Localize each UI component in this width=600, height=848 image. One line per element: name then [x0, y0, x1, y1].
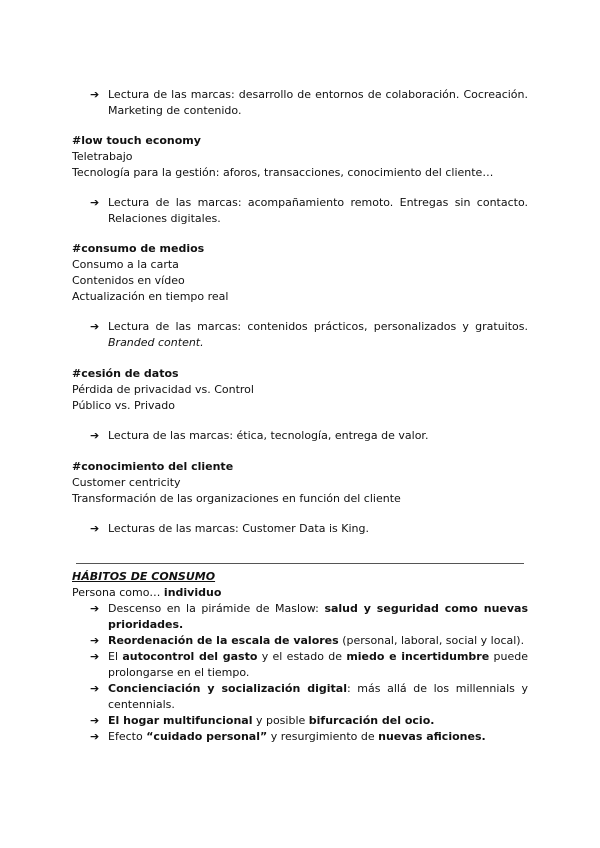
arrow-icon: ➔	[90, 196, 100, 209]
section-line: Contenidos en vídeo	[72, 274, 185, 287]
section-conocimiento-cliente	[72, 459, 528, 537]
list-item	[72, 729, 528, 745]
section-line: Customer centricity	[72, 476, 181, 489]
list-item	[72, 649, 528, 681]
item-text: y resurgimiento de	[267, 730, 379, 743]
item-bold-text: autocontrol del gasto	[122, 650, 258, 663]
bullet-text: Lectura de las marcas: ética, tecnología, entrega de valor.	[108, 429, 429, 442]
bullet-text: Lectura de las marcas: acompañamiento remoto. Entregas sin contacto. Relaciones digitales.	[108, 196, 528, 225]
item-text: El	[108, 650, 123, 663]
item-bold-text: miedo e incertidumbre	[346, 650, 490, 663]
section-title: #consumo de medios	[72, 242, 205, 255]
item-text: : más allá de los millennials y centennials.	[108, 682, 529, 711]
arrow-icon: ➔	[90, 714, 100, 727]
section-line: Pérdida de privacidad vs. Control	[72, 383, 254, 396]
section-line: Transformación de las organizaciones en función del cliente	[72, 492, 401, 505]
section-line: Público vs. Privado	[72, 399, 175, 412]
horizontal-divider	[76, 563, 524, 564]
item-bold-text: bifurcación del ocio.	[308, 714, 435, 727]
section-title: #conocimiento del cliente	[72, 460, 234, 473]
arrow-icon: ➔	[90, 730, 100, 743]
section-line: Actualización en tiempo real	[72, 290, 229, 303]
intro-bold-text: individuo	[163, 586, 222, 599]
habitos-list	[72, 601, 528, 745]
bullet-text: Lectura de las marcas: contenidos prácticos, personalizados y gratuitos.	[108, 320, 528, 333]
item-text: (personal, laboral, social y local).	[338, 634, 525, 647]
intro-bullet-block	[72, 87, 528, 119]
item-text: y posible	[252, 714, 309, 727]
bullet-text: Lectura de las marcas: desarrollo de entornos de colaboración. Cocreación. Marketing de contenido.	[108, 88, 528, 117]
item-bold-text: Reordenación de la escala de valores	[108, 634, 339, 647]
arrow-icon: ➔	[90, 429, 100, 442]
list-item	[72, 633, 528, 649]
arrow-icon: ➔	[90, 522, 100, 535]
item-text: Descenso en la pirámide de Maslow:	[108, 602, 325, 615]
section-line: Consumo a la carta	[72, 258, 179, 271]
section-line: Tecnología para la gestión: aforos, transacciones, conocimiento del cliente…	[72, 166, 494, 179]
item-bold-text: “cuidado personal”	[146, 730, 268, 743]
item-bold-text: nuevas aficiones.	[378, 730, 486, 743]
section-habitos-consumo	[72, 569, 528, 745]
arrow-icon: ➔	[90, 634, 100, 647]
section-low-touch	[72, 133, 528, 227]
item-bold-text: El hogar multifuncional	[108, 714, 253, 727]
list-item	[72, 681, 528, 713]
item-text: y el estado de	[257, 650, 347, 663]
item-text: Efecto	[108, 730, 147, 743]
item-bold-text: Concienciación y socialización digital	[108, 682, 347, 695]
bullet-text: Lecturas de las marcas: Customer Data is King.	[108, 522, 369, 535]
list-item	[72, 713, 528, 729]
bullet-item	[72, 521, 528, 537]
bullet-italic-text: Branded content.	[108, 336, 204, 349]
arrow-icon: ➔	[90, 320, 100, 333]
persona-intro	[72, 585, 528, 601]
section-line: Teletrabajo	[72, 150, 133, 163]
item-text: puede prolongarse en el tiempo.	[108, 650, 528, 679]
arrow-icon: ➔	[90, 602, 100, 615]
section-consumo-medios	[72, 241, 528, 351]
bullet-item	[72, 87, 528, 119]
list-item	[72, 601, 528, 633]
bullet-item	[72, 319, 528, 351]
arrow-icon: ➔	[90, 682, 100, 695]
item-bold-text: salud y seguridad como nuevas prioridades.	[108, 602, 528, 631]
section-title: #low touch economy	[72, 134, 201, 147]
section-heading: HÁBITOS DE CONSUMO	[72, 570, 216, 583]
intro-text: Persona como…	[72, 586, 164, 599]
arrow-icon: ➔	[90, 650, 100, 663]
bullet-item	[72, 195, 528, 227]
bullet-item	[72, 428, 528, 444]
arrow-icon: ➔	[90, 88, 100, 101]
section-cesion-datos	[72, 366, 528, 444]
section-title: #cesión de datos	[72, 367, 179, 380]
